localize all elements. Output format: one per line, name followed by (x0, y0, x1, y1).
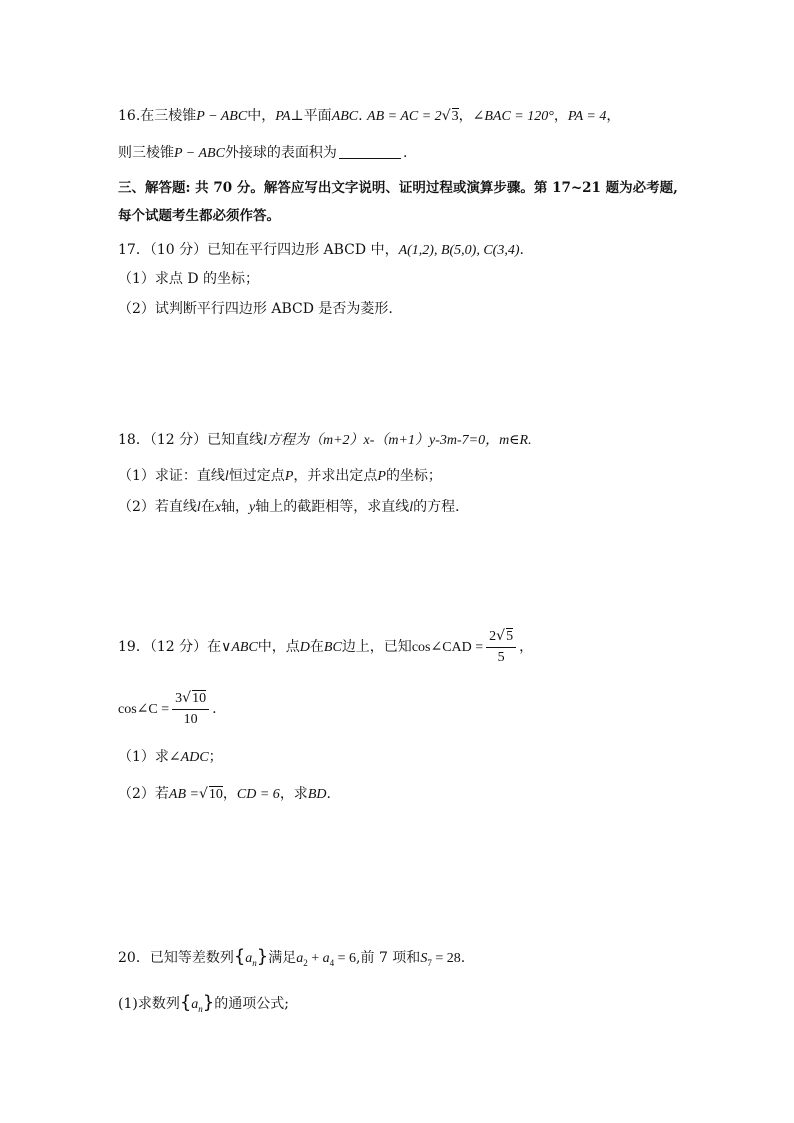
q18-l: l (263, 433, 267, 448)
q18-stem-b: 方程为（m+2）x-（m+1）y-3m-7=0，m∈R. (266, 433, 532, 448)
q16-comma: ， (458, 108, 473, 124)
q20-seq-sub: n (252, 957, 257, 968)
q19-part1-angle: ∠ADC (168, 750, 209, 765)
q20-part1-seq: a (191, 997, 199, 1012)
q19-stem-text: 中，点 (257, 639, 300, 655)
q16-pyramid: P − ABC (196, 109, 248, 124)
sqrt-icon: √ (496, 628, 506, 644)
q18-part1-p: P (377, 469, 386, 484)
q18-part1-p: P (284, 469, 294, 484)
sqrt-value: 10 (208, 787, 223, 802)
q19-cosc-end: . (212, 701, 217, 717)
q16-comma: ， (606, 108, 621, 124)
q18-part1-text: （1）求证：直线 (118, 468, 225, 484)
q18-part2-text: 在 (200, 499, 215, 515)
sqrt-icon: √ (182, 690, 192, 706)
q18-part2-text: （2）若直线 (118, 499, 197, 515)
q19-stem-text: 19．（12 分）在 (118, 639, 222, 655)
q16-equation: AB = AC = 2 (367, 109, 442, 124)
q17-part2: （2）试判断平行四边形 ABCD 是否为菱形. (118, 301, 393, 317)
fraction-coef: 3 (175, 691, 183, 706)
left-brace-icon: { (179, 992, 192, 1013)
q18-part2-y: y (249, 500, 256, 515)
fraction (172, 688, 209, 730)
left-brace-icon: { (233, 946, 246, 967)
section3-line2: 每个试题考生都必须作答。 (118, 208, 280, 224)
q16-dot: . (358, 108, 363, 124)
q18-part2-x: x (214, 500, 222, 515)
q20-eq6: = 6 (334, 951, 357, 966)
q18-part2-text: 轴， (221, 499, 250, 515)
q18-part1 (118, 466, 442, 487)
q19-stem (118, 626, 533, 669)
q20-part1-seq-sub: n (198, 1003, 203, 1014)
q20-a4: a (322, 951, 330, 966)
q18-part1-l: l (224, 469, 229, 484)
q16-angle: ∠BAC = 120° (472, 109, 554, 124)
q19-part1-text: （1）求 (118, 749, 169, 765)
q20-a2: a (296, 951, 304, 966)
q18-part2-text: 轴上的截距相等，求直线 (255, 499, 410, 515)
right-brace-icon: } (256, 946, 269, 967)
q19-part2-text: . (326, 786, 331, 802)
q17-part1: （1）求点 D 的坐标； (118, 271, 260, 287)
q19-cos-c: cos∠C = (118, 702, 170, 717)
q20-plus: + (307, 951, 323, 966)
sqrt-value: 5 (506, 629, 514, 644)
q17-stem-end: . (519, 242, 524, 258)
fraction-denominator: 10 (183, 712, 198, 727)
q20-stem-text: 20．已知等差数列 (118, 950, 234, 966)
q20-stem (118, 947, 465, 973)
q18-part1-text: 恒过定点 (228, 468, 285, 484)
q20-a4-sub: 4 (329, 957, 335, 968)
q17-stem (118, 240, 524, 261)
sqrt-icon: √ (441, 108, 451, 124)
q16-line2-pyramid: P − ABC (174, 146, 225, 161)
q20-seq: a (245, 951, 253, 966)
q20-s7-sub: 7 (427, 957, 432, 968)
q19-part2-cd: CD = 6 (236, 787, 280, 802)
section3-line1: 三、解答题: 共 70 分。解答应写出文字说明、证明过程或演算步骤。第 17~21 题为必考题, (118, 180, 678, 196)
fraction (486, 626, 516, 668)
q19-part1-text: ； (208, 749, 223, 765)
q19-d: D (299, 640, 310, 655)
q19-cosc (118, 688, 217, 731)
sqrt-value: 10 (192, 691, 207, 706)
q19-part2-bd: BD (307, 787, 327, 802)
fraction-denominator: 5 (497, 650, 505, 665)
q18-part2-l: l (409, 500, 414, 515)
q20-part1 (118, 993, 289, 1019)
q19-part2 (118, 784, 331, 805)
q19-part2-text: ，求 (279, 786, 308, 802)
q19-bc: BC (323, 640, 342, 655)
q20-s7: S (420, 951, 428, 966)
q16-line1 (118, 106, 620, 127)
answer-blank (339, 144, 401, 159)
q19-stem-text: 在 (309, 639, 324, 655)
q16-plane-name: ABC (331, 109, 359, 124)
q16-prefix: 16.在三棱锥 (118, 108, 197, 124)
q16-text: 中， (247, 108, 276, 124)
q20-stem-text: 满足 (268, 950, 297, 966)
q20-stem-end: . (460, 950, 466, 966)
q17-stem-text: 17．（10 分）已知在平行四边形 ABCD 中， (118, 242, 399, 258)
q16-line2-text: 外接球的表面积为 (224, 145, 337, 161)
q16-plane: 平面 (303, 108, 332, 124)
q18-stem (118, 430, 532, 451)
fraction-numerator (172, 688, 209, 710)
q16-sqrt-value: 3 (451, 109, 459, 124)
fraction-coef: 2 (489, 629, 497, 644)
q18-part2 (118, 497, 469, 518)
q16-pa: PA (275, 109, 291, 124)
q20-stem-text: ,前 7 项和 (356, 950, 421, 966)
q18-part2-l: l (196, 500, 201, 515)
q20-part1-text: (1)求数列 (118, 996, 180, 1012)
q19-stem-text: 边上，已知 (341, 639, 412, 655)
q16-line2-prefix: 则三棱锥 (118, 145, 174, 161)
q20-eq28: = 28 (431, 951, 461, 966)
q20-a2-sub: 2 (303, 957, 308, 968)
q19-triangle: ∨ABC (221, 640, 258, 655)
perp-symbol: ⊥ (290, 109, 304, 124)
q17-points: A(1,2), B(5,0), C(3,4) (398, 243, 520, 258)
q19-part2-text: （2）若 (118, 786, 169, 802)
q19-stem-end: ， (519, 639, 534, 655)
q16-pa-length: PA = 4 (567, 109, 607, 124)
q18-part1-text: ，并求出定点 (293, 468, 378, 484)
q18-stem-a: 18．（12 分）已知直线 (118, 432, 264, 448)
q18-part1-text: 的坐标； (385, 468, 442, 484)
q18-part2-text: 的方程． (413, 499, 470, 515)
sqrt-icon: √ (198, 786, 208, 802)
q19-part2-text: ， (222, 786, 237, 802)
right-brace-icon: } (202, 992, 215, 1013)
q16-comma: ， (553, 108, 568, 124)
q16-line2 (118, 143, 407, 164)
q16-line2-end: . (402, 145, 408, 161)
q19-part2-ab: AB = (168, 787, 199, 802)
q19-part1 (118, 747, 223, 768)
q20-part1-text: 的通项公式; (214, 996, 289, 1012)
fraction-numerator (486, 626, 516, 648)
q19-cos-cad: cos∠CAD = (411, 640, 484, 655)
